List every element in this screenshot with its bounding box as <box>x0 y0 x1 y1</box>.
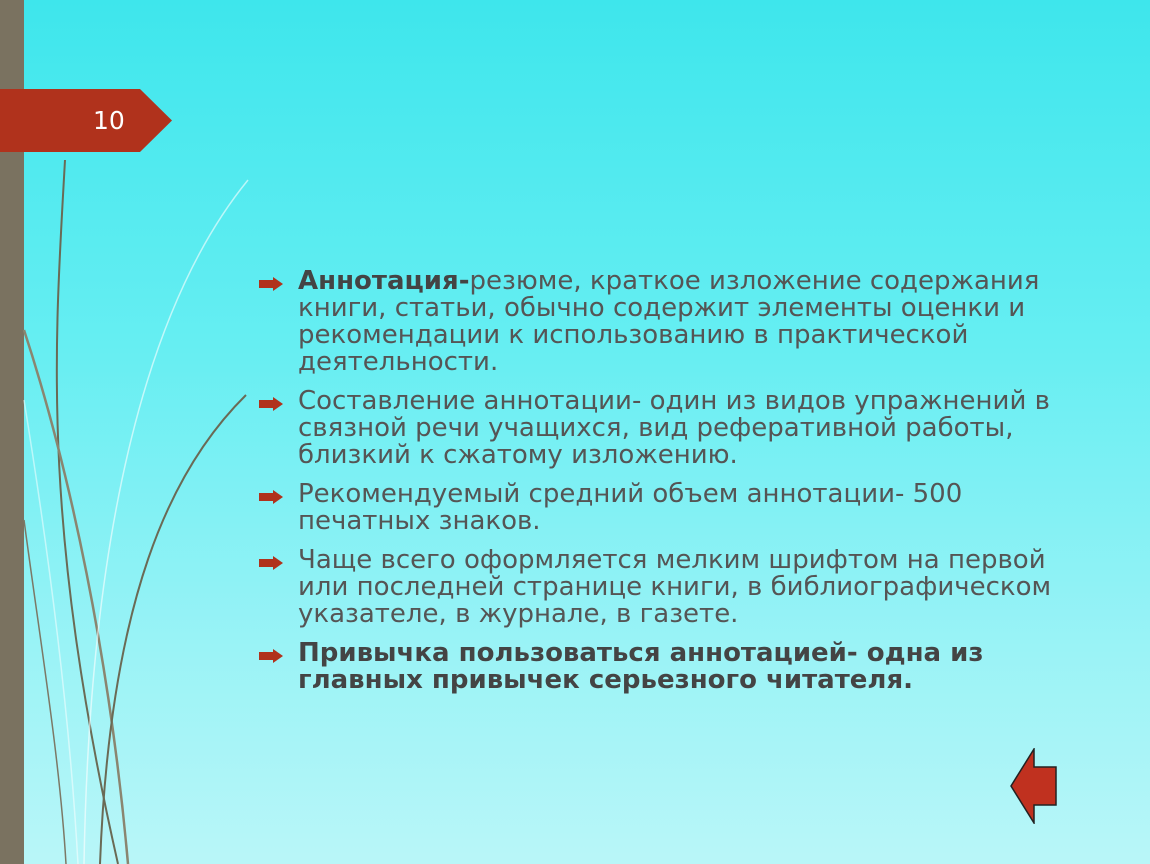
arrow-right-icon <box>259 556 283 570</box>
slide-number-tab <box>0 89 172 152</box>
arrow-right-icon <box>259 649 283 663</box>
list-item <box>256 388 1076 469</box>
bullet-list <box>256 268 1076 706</box>
arrow-right-icon <box>259 397 283 411</box>
list-item <box>256 640 1076 694</box>
arrow-left-icon <box>1010 748 1058 824</box>
list-item <box>256 481 1076 535</box>
list-item <box>256 268 1076 376</box>
slide-number-tab-shape <box>0 89 172 152</box>
bullet-text: Составление аннотации- один из видов упражнений в связной речи учащихся, вид реферативной работы, близкий к сжатому изложению. <box>298 386 1050 470</box>
bullet-text: Рекомендуемый средний объем аннотации- 500 печатных знаков. <box>298 479 963 536</box>
back-button[interactable] <box>1010 748 1058 824</box>
slide-number: 10 <box>93 106 125 135</box>
bullet-text: резюме, краткое изложение содержания книги, статьи, обычно содержит элементы оценки и рекомендации к использованию в практической деятельности. <box>298 266 1040 377</box>
arrow-right-icon <box>259 277 283 291</box>
bullet-text: Чаще всего оформляется мелким шрифтом на первой или последней странице книги, в библиографическом указателе, в журнале, в газете. <box>298 545 1052 629</box>
bullet-text: Привычка пользоваться аннотацией- одна из главных привычек серьезного читателя. <box>298 638 984 695</box>
arrow-right-icon <box>259 490 283 504</box>
list-item <box>256 547 1076 628</box>
bullet-term: Аннотация- <box>298 266 470 296</box>
